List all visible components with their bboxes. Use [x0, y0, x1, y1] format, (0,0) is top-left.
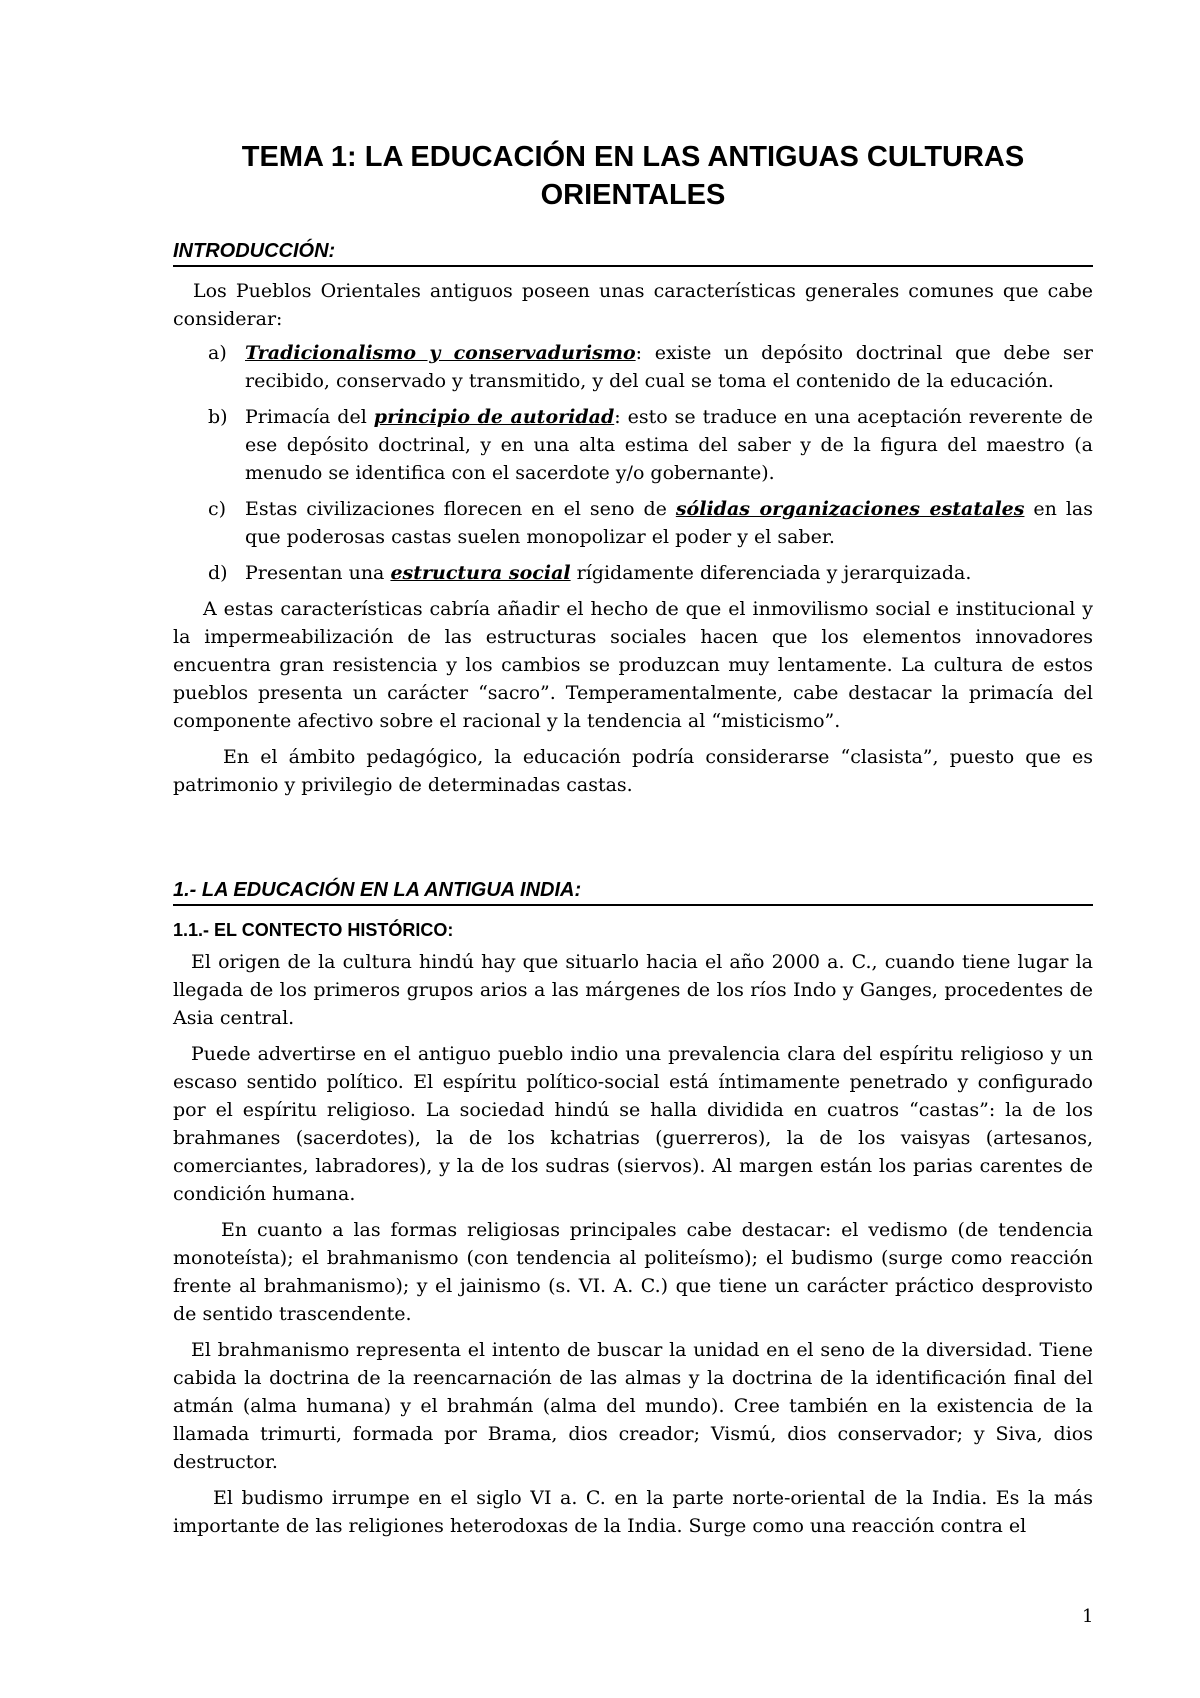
intro-paragraph: En el ámbito pedagógico, la educación podría considerarse “clasista”, puesto que es patrimonio y privilegio de determinadas castas.: [173, 746, 1093, 796]
page-content: [173, 138, 1093, 1540]
list-label: c): [208, 498, 227, 520]
list-item: d) Presentan una estructura social rígidamente diferenciada y jerarquizada.: [173, 559, 1093, 587]
list-item: c) Estas civilizaciones florecen en el seno de sólidas organizaciones estatales en las que poderosas castas suelen monopolizar el poder y el saber.: [173, 495, 1093, 551]
list-item: a) Tradicionalismo y conservadurismo: existe un depósito doctrinal que debe ser recibido, conservado y transmitido, y del cual se toma el contenido de la educación.: [173, 339, 1093, 395]
key-term: Tradicionalismo y conservadurismo: [245, 342, 636, 364]
list-label: a): [208, 342, 227, 364]
body-paragraph: El origen de la cultura hindú hay que situarlo hacia el año 2000 a. C., cuando tiene lugar la llegada de los primeros grupos arios a las márgenes de los ríos Indo y Ganges, procedentes de Asia central.: [173, 951, 1093, 1029]
intro-paragraph: A estas características cabría añadir el hecho de que el inmovilismo social e institucional y la impermeabilización de las estructuras sociales hacen que los elementos innovadores encuentra gran resistencia y los cambios se produzcan muy lentamente. La cultura de estos pueblos presenta un carácter “sacro”. Temperamentalmente, cabe destacar la primacía del componente afectivo sobre el racional y la tendencia al “misticismo”.: [173, 598, 1093, 732]
list-label: b): [208, 406, 228, 428]
subsection-heading: 1.1.- EL CONTECTO HISTÓRICO:: [173, 920, 454, 940]
body-paragraph: El budismo irrumpe en el siglo VI a. C. en la parte norte-oriental de la India. Es la más importante de las religiones heterodoxas de la India. Surge como una reacción contra el: [173, 1487, 1093, 1537]
body-paragraph: En cuanto a las formas religiosas principales cabe destacar: el vedismo (de tendencia monoteísta); el brahmanismo (con tendencia al politeísmo); el budismo (surge como reacción frente al brahmanismo); y el jainismo (s. VI. A. C.) que tiene un carácter práctico desprovisto de sentido trascendente.: [173, 1219, 1093, 1325]
body-paragraph: Puede advertirse en el antiguo pueblo indio una prevalencia clara del espíritu religioso y un escaso sentido político. El espíritu político-social está íntimamente penetrado y configurado por el espíritu religioso. La sociedad hindú se halla dividida en cuatros “castas”: la de los brahmanes (sacerdotes), la de los kchatrias (guerreros), la de los vaisyas (artesanos, comerciantes, labradores), y la de los sudras (siervos). Al margen están los parias carentes de condición humana.: [173, 1043, 1093, 1205]
characteristics-list: [173, 339, 1093, 587]
section-heading: 1.- LA EDUCACIÓN EN LA ANTIGUA INDIA:: [173, 877, 1093, 906]
key-term: sólidas organizaciones estatales: [675, 498, 1025, 520]
list-label: d): [208, 562, 228, 584]
title-line-1: TEMA 1: LA EDUCACIÓN EN LAS ANTIGUAS CULTURAS: [241, 141, 1025, 173]
page-number: 1: [1082, 1606, 1094, 1627]
body-paragraph: El brahmanismo representa el intento de buscar la unidad en el seno de la diversidad. Tiene cabida la doctrina de la reencarnación de las almas y la doctrina de la identificación final del atmán (alma humana) y el brahmán (alma del mundo). Cree también en la existencia de la llamada trimurti, formada por Brama, dios creador; Vismú, dios conservador; y Siva, dios destructor.: [173, 1339, 1093, 1473]
title-line-2: ORIENTALES: [540, 179, 726, 211]
document-title: [173, 138, 1093, 214]
key-term: estructura social: [390, 562, 571, 584]
key-term: principio de autoridad: [373, 406, 615, 428]
intro-lead: Los Pueblos Orientales antiguos poseen unas características generales comunes que cabe considerar:: [173, 280, 1093, 330]
list-item: b) Primacía del principio de autoridad: esto se traduce en una aceptación reverente de ese depósito doctrinal, y en una alta estima del saber y de la figura del maestro (a menudo se identifica con el sacerdote y/o gobernante).: [173, 403, 1093, 487]
intro-heading: INTRODUCCIÓN:: [173, 238, 1093, 267]
